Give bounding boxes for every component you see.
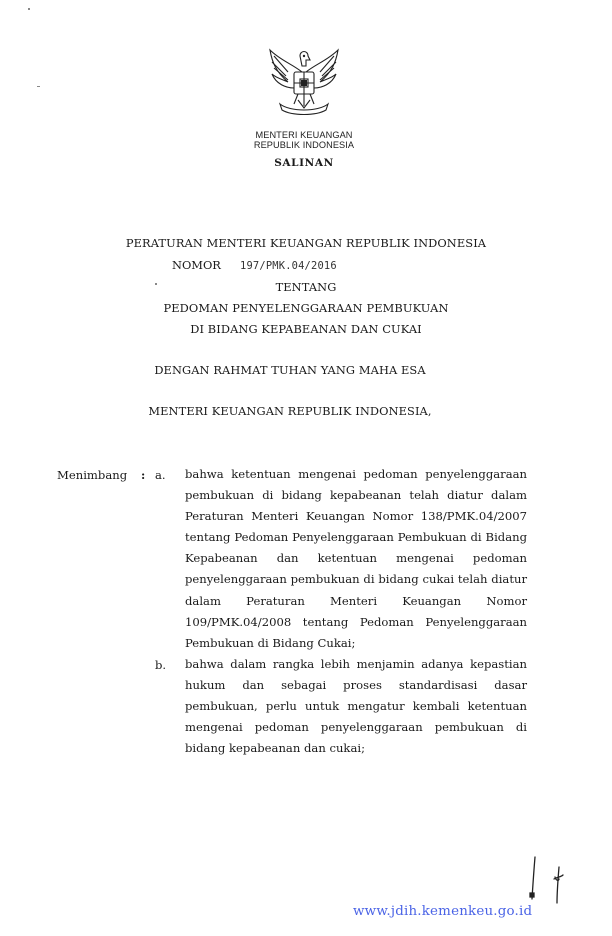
item-line: pembukuan, perlu untuk mengatur kembali ketentuan	[185, 699, 527, 714]
blessing-line: DENGAN RAHMAT TUHAN YANG MAHA ESA	[154, 363, 426, 377]
item-line: dalam Peraturan Menteri Keuangan Nomor	[185, 593, 527, 608]
about-label: TENTANG	[275, 280, 337, 294]
copy-label: SALINAN	[274, 157, 334, 169]
garuda-emblem-icon	[264, 42, 344, 122]
ministry-header	[230, 130, 378, 150]
item-line: mengenai pedoman penyelenggaraan pembukuan di	[185, 720, 527, 735]
scan-speck	[37, 86, 40, 87]
item-line: Kepabeanan dan ketentuan mengenai pedoman	[185, 551, 527, 566]
regulation-title: PERATURAN MENTERI KEUANGAN REPUBLIK INDONESIA	[125, 236, 487, 250]
scan-speck	[155, 283, 157, 285]
signature-initials-icon	[525, 855, 575, 907]
regulation-number	[172, 258, 337, 273]
item-line: bahwa dalam rangka lebih menjamin adanya kepastian	[185, 657, 527, 671]
item-line: bidang kepabeanan dan cukai;	[185, 741, 365, 756]
ministry-line-2: REPUBLIK INDONESIA	[253, 140, 355, 150]
number-label: NOMOR	[172, 258, 221, 272]
item-a-text	[185, 464, 527, 654]
footer-website-link[interactable]: www.jdih.kemenkeu.go.id	[353, 904, 533, 919]
item-line: hukum dan sebagai proses standardisasi dasar	[185, 678, 527, 693]
item-a-marker: a.	[155, 468, 166, 482]
ministry-line-1: MENTERI KEUANGAN	[255, 130, 353, 140]
subject-line-1: PEDOMAN PENYELENGGARAAN PEMBUKUAN	[163, 301, 449, 315]
item-line: penyelenggaraan pembukuan di bidang cukai telah diatur	[185, 572, 527, 587]
authority-line: MENTERI KEUANGAN REPUBLIK INDONESIA,	[148, 404, 432, 418]
number-value: 197/PMK.04/2016	[240, 260, 337, 272]
item-line: Peraturan Menteri Keuangan Nomor 138/PMK.04/2007	[185, 509, 527, 524]
item-line: Pembukuan di Bidang Cukai;	[185, 635, 356, 650]
item-line: 109/PMK.04/2008 tentang Pedoman Penyelenggaraan	[185, 614, 527, 629]
item-line: bahwa ketentuan mengenai pedoman penyelenggaraan	[185, 467, 527, 481]
subject-line-2: DI BIDANG KEPABEANAN DAN CUKAI	[190, 322, 422, 336]
scan-speck	[28, 8, 30, 10]
considerations-label: Menimbang	[57, 468, 128, 482]
item-b-text	[185, 654, 527, 759]
considerations-separator: :	[141, 468, 146, 482]
item-line: pembukuan di bidang kepabeanan telah diatur dalam	[185, 488, 527, 503]
item-b-marker: b.	[155, 658, 167, 672]
item-line: tentang Pedoman Penyelenggaraan Pembukuan di Bidang	[185, 530, 527, 545]
